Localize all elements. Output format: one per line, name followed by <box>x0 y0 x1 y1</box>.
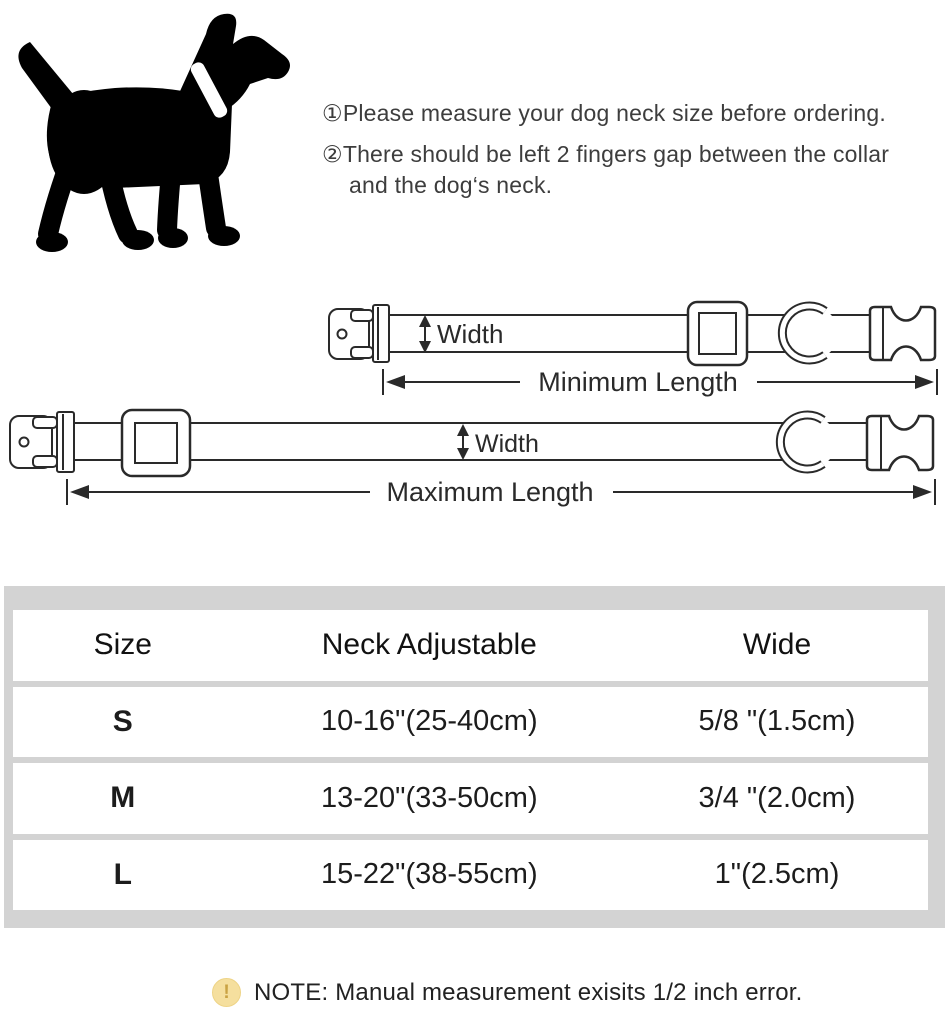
exclamation-icon: ! <box>212 978 241 1007</box>
d-ring <box>780 415 836 469</box>
measurement-note <box>212 978 802 1007</box>
slider-triglide <box>688 302 747 365</box>
neck-value: 15-22"(38-55cm) <box>321 858 538 891</box>
d-ring <box>782 306 838 360</box>
size-value: L <box>113 857 132 891</box>
wide-value: 3/4 "(2.0cm) <box>698 781 856 814</box>
table-row-s <box>13 687 928 758</box>
minimum-length-label: Minimum Length <box>538 367 738 397</box>
buckle-male <box>867 416 933 470</box>
maximum-length-label: Maximum Length <box>386 477 594 507</box>
table-row-l <box>13 840 928 911</box>
neck-value: 10-16"(25-40cm) <box>321 705 538 738</box>
neck-value: 13-20"(33-50cm) <box>321 781 538 814</box>
collar-diagram-maximum <box>5 408 945 510</box>
wide-value: 5/8 "(1.5cm) <box>698 705 856 738</box>
instruction-line-1: ①Please measure your dog neck size before ordering. <box>322 100 886 126</box>
buckle-female <box>329 305 389 362</box>
width-label: Width <box>475 430 539 458</box>
size-value: S <box>112 704 133 738</box>
header-wide: Wide <box>742 628 812 662</box>
width-label: Width <box>437 319 504 349</box>
buckle-female <box>10 412 74 472</box>
header-size: Size <box>93 628 152 662</box>
buckle-male <box>870 307 935 360</box>
header-neck-adjustable: Neck Adjustable <box>321 628 537 662</box>
collar-diagram-minimum <box>325 295 945 405</box>
size-table-header <box>13 610 928 681</box>
dog-silhouette-icon <box>10 4 295 266</box>
table-row-m <box>13 763 928 834</box>
wide-value: 1"(2.5cm) <box>714 858 840 891</box>
size-table <box>4 586 945 928</box>
note-text: NOTE: Manual measurement exisits 1/2 inch error. <box>254 978 803 1006</box>
size-value: M <box>110 781 136 815</box>
instruction-line-2: ②There should be left 2 fingers gap between the collar and the dog‘s neck. <box>322 141 890 198</box>
measuring-instructions <box>322 98 906 211</box>
slider-triglide <box>122 410 190 476</box>
